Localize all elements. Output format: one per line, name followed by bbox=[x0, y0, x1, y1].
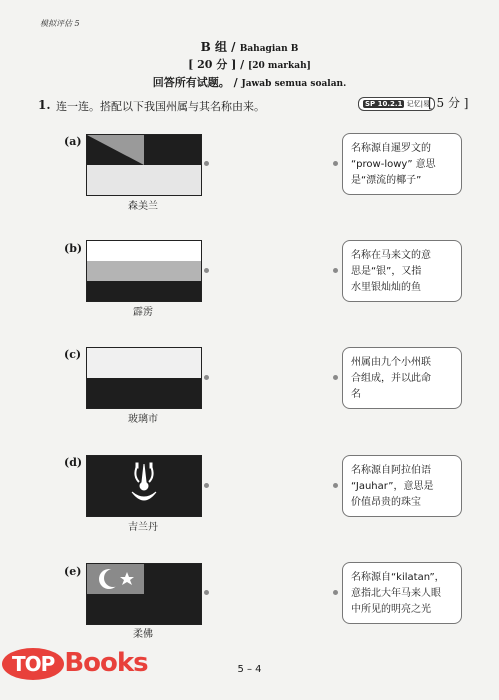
section-title: B 组 / Bahagian B bbox=[200, 40, 299, 54]
perak-flag-graphic bbox=[87, 241, 201, 301]
description-line: 意指北大年马来人眼 bbox=[351, 588, 441, 599]
description-line: 名称在马来文的意 bbox=[351, 250, 431, 261]
question-marks: [ 5 分 ] bbox=[428, 96, 469, 110]
state-name-c: 玻璃市 bbox=[128, 414, 158, 425]
johor-flag bbox=[86, 563, 202, 625]
logo-top: TOP bbox=[2, 648, 64, 680]
section-cn: B 组 bbox=[200, 40, 227, 54]
negeri-sembilan-flag-graphic bbox=[87, 135, 201, 195]
connect-dot-left-a[interactable] bbox=[204, 161, 209, 166]
item-label-a: (a) bbox=[64, 135, 82, 148]
connect-dot-right-4[interactable] bbox=[333, 483, 338, 488]
perlis-flag-graphic bbox=[87, 348, 201, 408]
description-line: 名称源自暹罗文的 bbox=[351, 143, 431, 154]
description-line: 价值昂贵的珠宝 bbox=[351, 497, 421, 508]
sp-skill: 记忆 bbox=[406, 100, 421, 108]
perak-flag bbox=[86, 240, 202, 302]
johor-flag-graphic bbox=[87, 564, 201, 624]
description-box-4 bbox=[342, 455, 462, 517]
connect-dot-left-b[interactable] bbox=[204, 268, 209, 273]
description-box-3 bbox=[342, 347, 462, 409]
connect-dot-right-1[interactable] bbox=[333, 161, 338, 166]
connect-dot-right-5[interactable] bbox=[333, 590, 338, 595]
marks-ms: [20 markah] bbox=[248, 61, 311, 71]
item-label-c: (c) bbox=[64, 348, 82, 361]
connect-dot-left-c[interactable] bbox=[204, 375, 209, 380]
question-number: 1. bbox=[38, 98, 51, 112]
page-number: 5 – 4 bbox=[237, 664, 262, 675]
kelantan-flag-graphic bbox=[87, 456, 201, 516]
connect-dot-right-3[interactable] bbox=[333, 375, 338, 380]
description-line: 名 bbox=[351, 389, 361, 400]
description-line: 中所见的明亮之光 bbox=[351, 604, 431, 615]
logo-books: Books bbox=[64, 648, 148, 678]
instruction-cn: 回答所有试题。 bbox=[152, 76, 230, 89]
description-box-5 bbox=[342, 562, 462, 624]
sp-tag: SP 10.2.1 记忆|易 bbox=[358, 97, 435, 111]
state-name-b: 霹雳 bbox=[133, 307, 153, 318]
description-line: “prow-lowy” 意思 bbox=[351, 159, 436, 170]
description-box-2 bbox=[342, 240, 462, 302]
description-box-1 bbox=[342, 133, 462, 195]
negeri-sembilan-flag bbox=[86, 134, 202, 196]
description-line: 名称源自阿拉伯语 bbox=[351, 465, 431, 476]
marks-cn: [ 20 分 ] bbox=[188, 58, 237, 71]
instruction-ms: Jawab semua soalan. bbox=[241, 79, 347, 89]
connect-dot-left-d[interactable] bbox=[204, 483, 209, 488]
state-name-a: 森美兰 bbox=[128, 201, 158, 212]
description-line: 名称源自“kilatan”， bbox=[351, 572, 445, 583]
sp-level: 易 bbox=[423, 100, 431, 108]
description-line: 水里银灿灿的鱼 bbox=[351, 282, 421, 293]
description-line: 州属由九个小州联 bbox=[351, 357, 431, 368]
connect-dot-right-2[interactable] bbox=[333, 268, 338, 273]
description-line: 思是“银”，又指 bbox=[351, 266, 422, 277]
section-instruction: 回答所有试题。 / Jawab semua soalan. bbox=[152, 76, 347, 89]
description-line: 是“漂流的椰子” bbox=[351, 175, 422, 186]
section-ms: Bahagian B bbox=[239, 44, 299, 54]
item-label-e: (e) bbox=[64, 565, 82, 578]
description-line: 合组成，并以此命 bbox=[351, 373, 431, 384]
running-head: 模拟评估 5 bbox=[40, 19, 80, 28]
item-label-d: (d) bbox=[64, 456, 83, 469]
state-name-d: 吉兰丹 bbox=[128, 522, 158, 533]
section-marks: [ 20 分 ] / [20 markah] bbox=[188, 58, 311, 71]
description-line: “Jauhar”，意思是 bbox=[351, 481, 434, 492]
item-label-b: (b) bbox=[64, 242, 83, 255]
sp-code: SP 10.2.1 bbox=[365, 100, 403, 108]
perlis-flag bbox=[86, 347, 202, 409]
question-text: 连一连。搭配以下我国州属与其名称由来。 bbox=[56, 100, 265, 113]
connect-dot-left-e[interactable] bbox=[204, 590, 209, 595]
kelantan-flag bbox=[86, 455, 202, 517]
topbooks-watermark-logo bbox=[2, 648, 148, 680]
state-name-e: 柔佛 bbox=[133, 629, 153, 640]
